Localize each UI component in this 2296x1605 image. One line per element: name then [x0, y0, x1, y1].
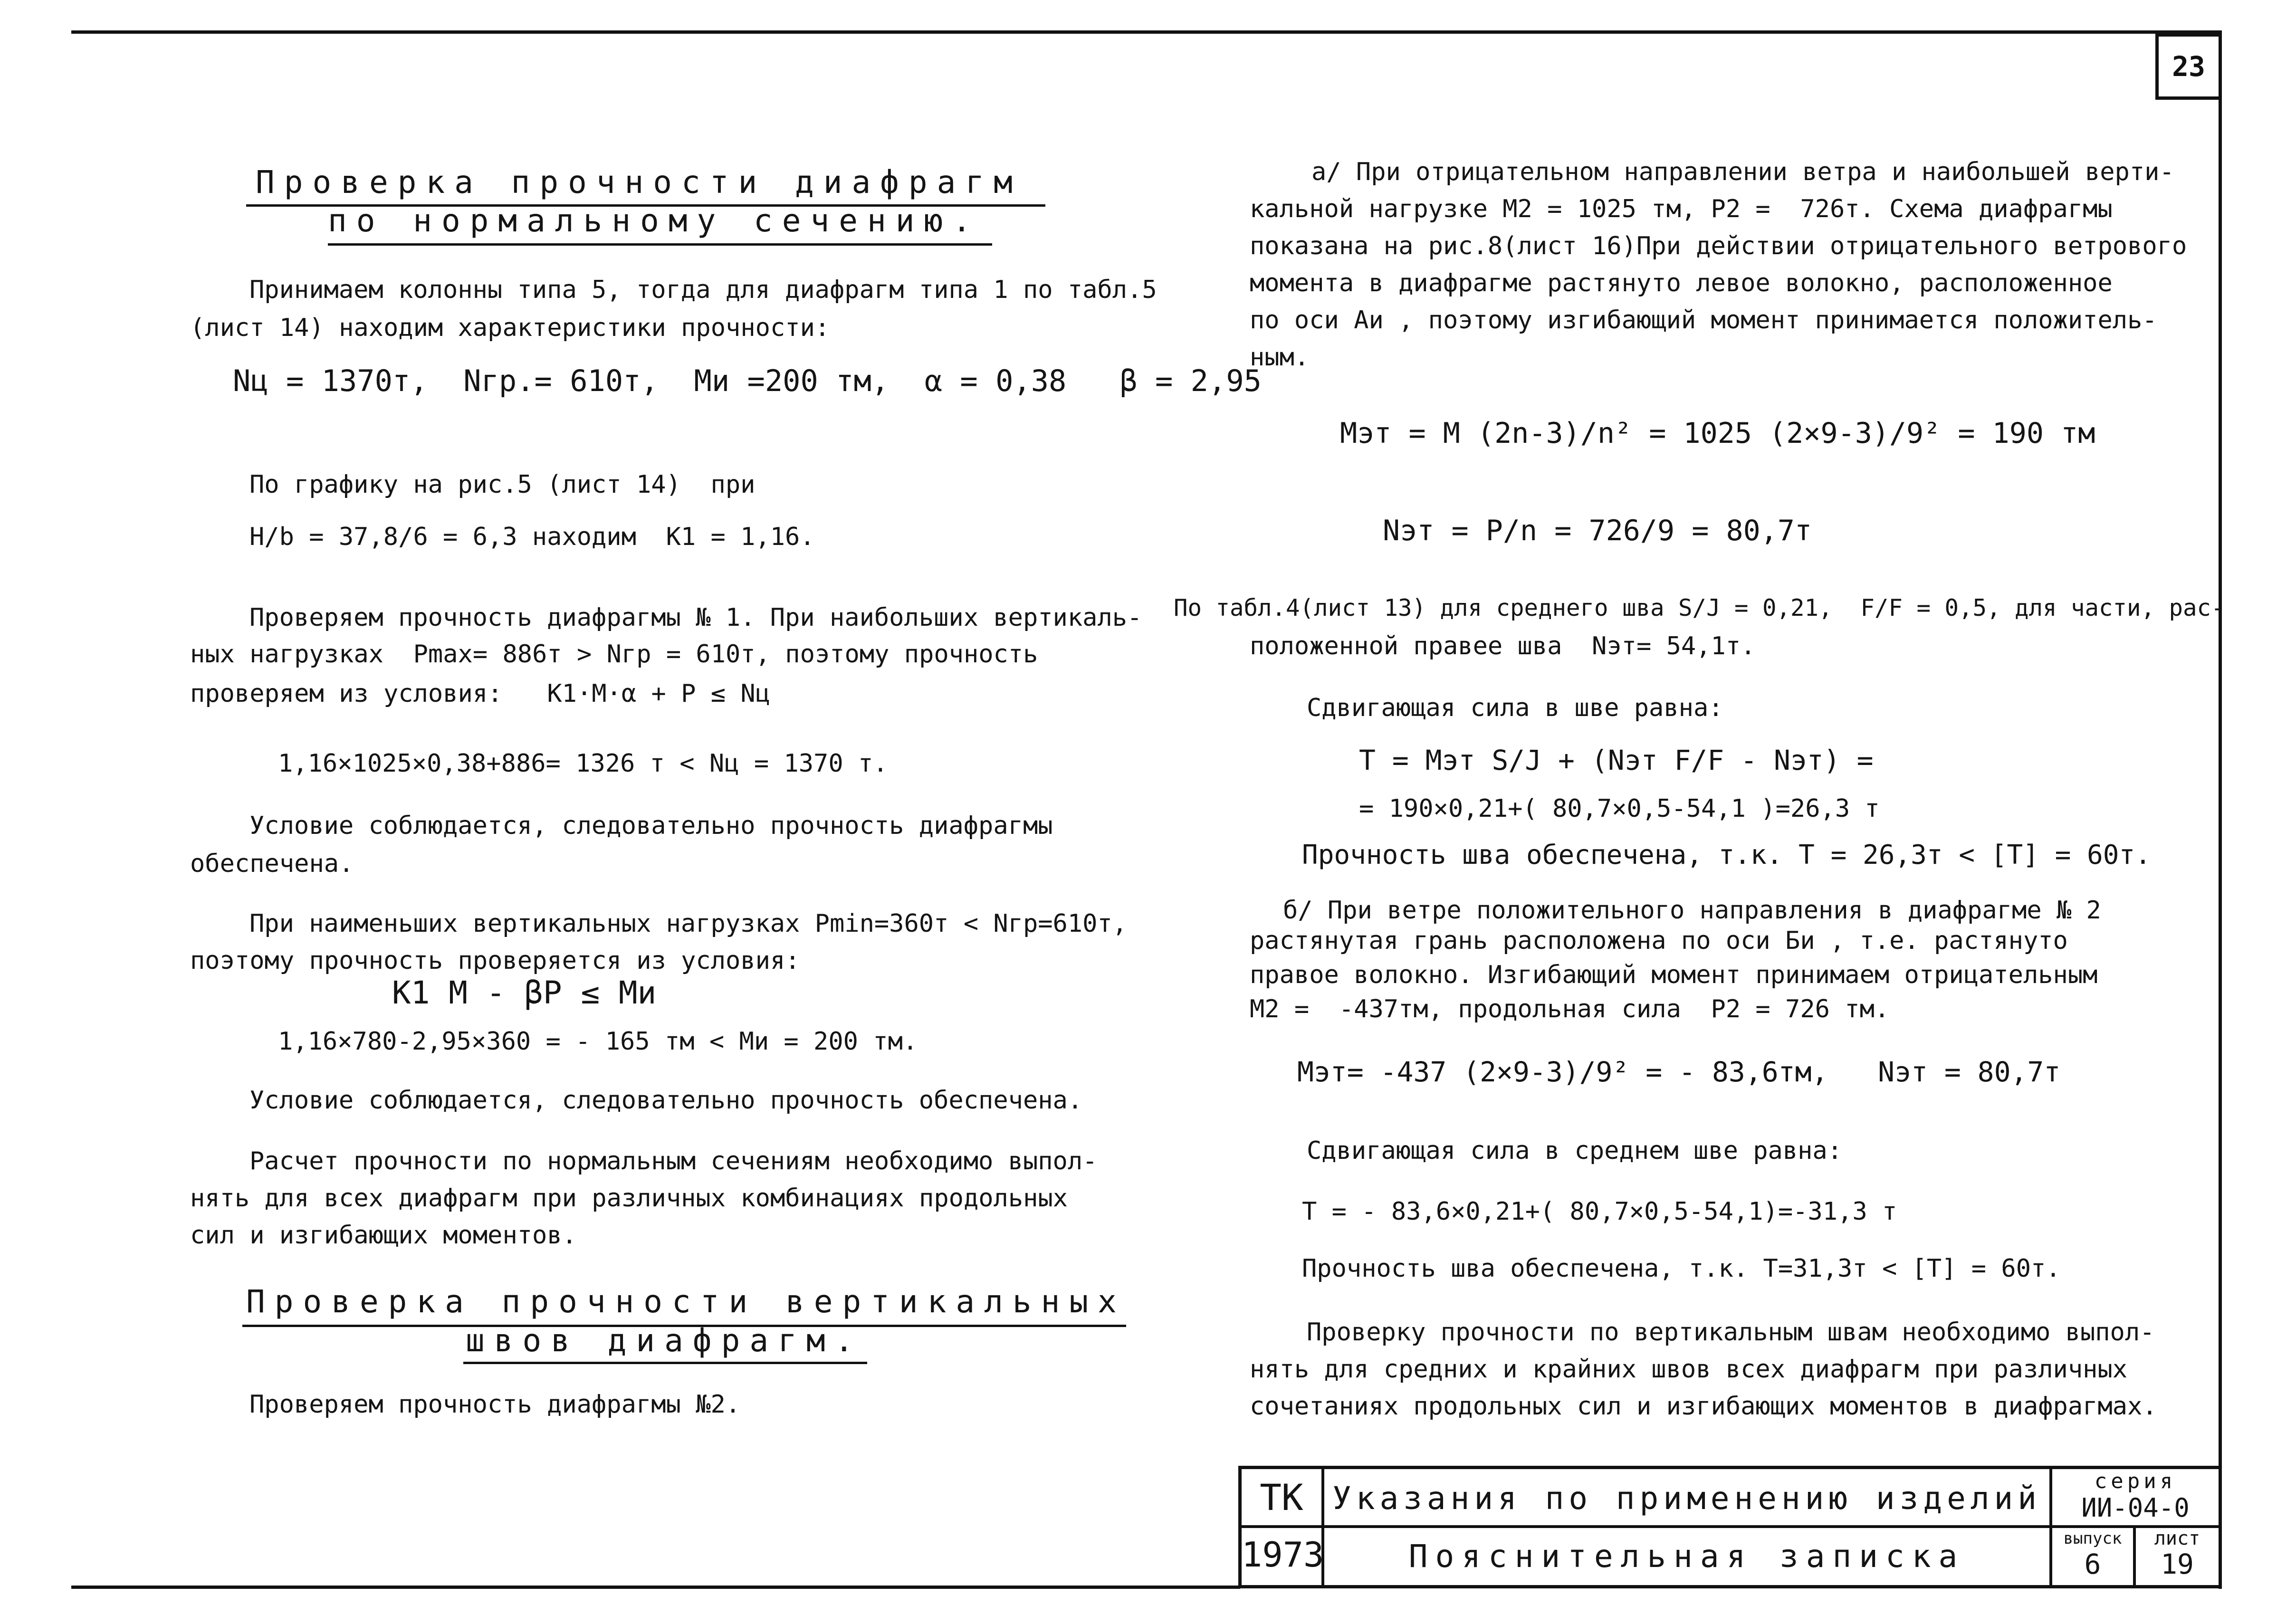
formula-shear: T = Mэт S/J + (Nэт F/F - Nэт) =	[1359, 744, 1874, 776]
heading-vertical-seams-line-1: Проверка прочности вертикальных	[246, 1283, 1126, 1320]
heading-underline	[463, 1362, 867, 1364]
body-line: ных нагрузках Pmax= 886т > Nгр = 610т, поэтому прочность	[190, 640, 1038, 669]
body-line: При наименьших вертикальных нагрузках Pmin=360т < Nгр=610т,	[249, 909, 1128, 938]
body-line: б/ При ветре положительного направления в диафрагме № 2	[1283, 896, 2101, 925]
body-line: нять для всех диафрагм при различных комбинациях продольных	[190, 1184, 1068, 1213]
body-line: Условие соблюдается, следовательно прочность обеспечена.	[249, 1086, 1083, 1115]
bottom-rule	[71, 1586, 1240, 1589]
stamp-seria: ИИ-04-0	[2081, 1493, 2190, 1523]
formula-met: Mэт = M (2n-3)/n² = 1025 (2×9-3)/9² = 190 тм	[1340, 417, 2095, 450]
body-line: ным.	[1250, 343, 1310, 372]
formula-calc: 1,16×780-2,95×360 = - 165 тм < Mи = 200 тм.	[278, 1027, 918, 1056]
body-line: растянутая грань расположена по оси Би , т.е. растянуто	[1250, 927, 2068, 955]
title-block-stamp	[1238, 1466, 2222, 1588]
body-line: момента в диафрагме растянуто левое волокно, расположенное	[1250, 269, 2113, 297]
body-line: (лист 14) находим характеристики прочности:	[190, 314, 830, 342]
stamp-tk: ТК	[1260, 1476, 1303, 1519]
body-line: Принимаем колонны типа 5, тогда для диафрагм типа 1 по табл.5	[249, 276, 1157, 304]
formula-met-negative: Mэт= -437 (2×9-3)/9² = - 83,6тм, Nэт = 80,7т	[1297, 1056, 2061, 1088]
body-line: Сдвигающая сила в шве равна:	[1307, 694, 1723, 722]
body-line: нять для средних и крайних швов всех диафрагм при различных	[1250, 1355, 2128, 1384]
formula-net: Nэт = P/n = 726/9 = 80,7т	[1383, 514, 1812, 547]
page-number: 23	[2155, 33, 2222, 100]
body-line: кальной нагрузке M2 = 1025 тм, P2 = 726т. Схема диафрагмы	[1250, 195, 2113, 223]
top-rule	[71, 30, 2222, 34]
body-line: Расчет прочности по нормальным сечениям необходимо выпол-	[249, 1147, 1098, 1175]
heading-underline	[328, 243, 992, 246]
body-line: Сдвигающая сила в среднем шве равна:	[1307, 1137, 1843, 1165]
body-line: По табл.4(лист 13) для среднего шва S/J = 0,21, F/F = 0,5, для части, рас-	[1174, 594, 2225, 621]
heading-normal-section-line-2: по нормальному сечению.	[328, 202, 981, 239]
stamp-list-label: лист	[2154, 1528, 2200, 1549]
body-line: сил и изгибающих моментов.	[190, 1221, 577, 1250]
body-line: обеспечена.	[190, 850, 354, 878]
formula-calc: 1,16×1025×0,38+886= 1326 т < Nц = 1370 т.	[278, 749, 888, 778]
body-line: а/ При отрицательном направлении ветра и наибольшей верти-	[1311, 158, 2174, 186]
body-line: поэтому прочность проверяется из условия:	[190, 946, 800, 975]
body-line: M2 = -437тм, продольная сила P2 = 726 тм.	[1250, 995, 1890, 1023]
formula-condition: K1 M - βP ≤ Mи	[392, 974, 657, 1011]
stamp-seria-label: серия	[2094, 1469, 2177, 1493]
formula-calc: T = - 83,6×0,21+( 80,7×0,5-54,1)=-31,3 т	[1302, 1197, 1897, 1226]
stamp-subtitle: Пояснительная записка	[1408, 1538, 1965, 1575]
formula-calc: = 190×0,21+( 80,7×0,5-54,1 )=26,3 т	[1359, 794, 1880, 823]
body-line: Прочность шва обеспечена, т.к. T = 26,3т < [T] = 60т.	[1302, 840, 2151, 870]
body-line: Проверку прочности по вертикальным швам необходимо выпол-	[1307, 1318, 2155, 1347]
body-line: проверяем из условия: K1·M·α + P ≤ Nц	[190, 679, 770, 708]
heading-normal-section-line-1: Проверка прочности диафрагм	[256, 164, 1022, 201]
body-line: По графику на рис.5 (лист 14) при	[249, 470, 756, 499]
body-line: Прочность шва обеспечена, т.к. T=31,3т < [T] = 60т.	[1302, 1254, 2061, 1283]
body-line: Проверяем прочность диафрагмы № 1. При наибольших вертикаль-	[249, 603, 1142, 632]
stamp-vypusk-label: выпуск	[2063, 1529, 2122, 1548]
stamp-vypusk: 6	[2084, 1548, 2101, 1580]
stamp-title: Указания по применению изделий	[1332, 1480, 2042, 1517]
right-rule	[2219, 30, 2222, 1589]
body-line: Проверяем прочность диафрагмы №2.	[249, 1390, 741, 1419]
body-line: Условие соблюдается, следовательно прочность диафрагмы	[249, 812, 1053, 840]
body-line: правое волокно. Изгибающий момент принимаем отрицательным	[1250, 961, 2098, 989]
formula-characteristics: Nц = 1370т, Nгр.= 610т, Mи =200 тм, α = 0,38 β = 2,95	[233, 363, 1262, 398]
stamp-list: 19	[2161, 1548, 2194, 1580]
body-line: положенной правее шва Nэт= 54,1т.	[1250, 632, 1756, 660]
formula-hb-ratio: H/b = 37,8/6 = 6,3 находим K1 = 1,16.	[249, 523, 815, 551]
stamp-year: 1973	[1242, 1535, 1324, 1575]
body-line: сочетаниях продольных сил и изгибающих моментов в диафрагмах.	[1250, 1392, 2157, 1421]
body-line: показана на рис.8(лист 16)При действии отрицательного ветрового	[1250, 232, 2187, 260]
body-line: по оси Aи , поэтому изгибающий момент принимается положитель-	[1250, 306, 2157, 334]
heading-vertical-seams-line-2: швов диафрагм.	[466, 1322, 863, 1359]
